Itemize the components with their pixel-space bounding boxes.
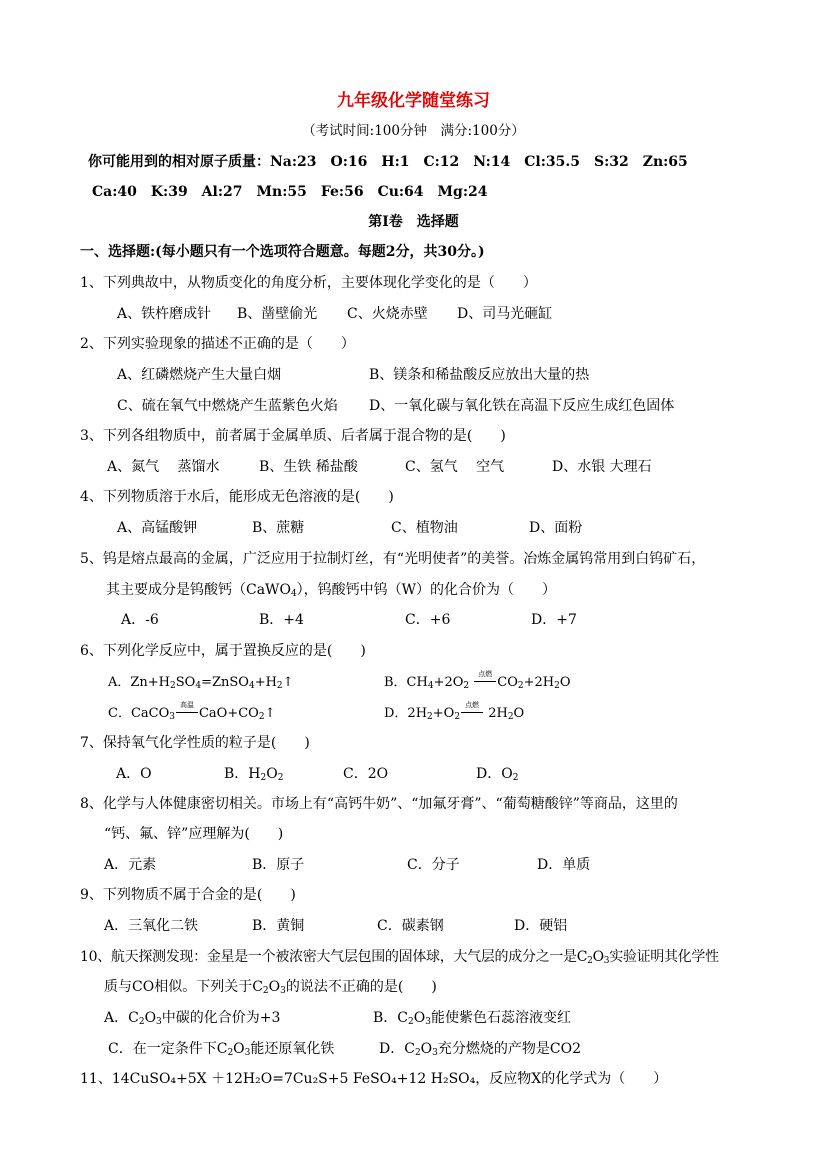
question-1-option-a: A、铁杵磨成针 <box>117 306 212 322</box>
question-10-option-a: A．$C_2O_3$中碳的化合价为+3 <box>104 1010 281 1027</box>
question-2-option-a: A、红磷燃烧产生大量白烟 <box>117 367 282 383</box>
question-9-option-c: C．碳素钢 <box>377 918 444 934</box>
section-title: 第Ⅰ卷 选择题 <box>368 214 459 230</box>
question-9-option-a: A．三氧化二铁 <box>104 918 199 934</box>
question-4-option-a: A、高锰酸钾 <box>117 520 198 536</box>
question-10-stem-line-1: 10、航天探测发现：金星是一个被浓密大气层包围的固体球，大气层的成分之一是$C_2O_3$实验证明其化学性 <box>80 949 719 966</box>
question-8-stem-line-1: 8、化学与人体健康密切相关。市场上有“高钙牛奶”、“加氟牙膏”、“葡萄糖酸锌”等商品，这里的 <box>80 796 678 812</box>
question-6-stem: 6、下列化学反应中，属于置换反应的是( ) <box>80 643 366 659</box>
question-5-stem-line-1: 5、钨是熔点最高的金属，广泛应用于拉制灯丝，有“光明使者”的美誉。冶炼金属钨常用到白钨矿石， <box>80 551 706 567</box>
question-6-option-a: A．$Zn+H_2SO_4=ZnSO_4+H_2↑$ <box>108 675 294 691</box>
question-5-stem-line-2: 其主要成分是钨酸钙（CaWO$_4$），钨酸钙中钨（W）的化合价为（ ） <box>106 582 557 599</box>
question-7-stem: 7、保持氧气化学性质的粒子是( ) <box>80 735 310 751</box>
question-10-option-c: C．在一定条件下$C_2O_3$能还原氧化铁 <box>108 1041 335 1058</box>
question-8-stem-line-2: “钙、氟、锌”应理解为( ) <box>104 826 284 842</box>
question-1-stem: 1、下列典故中，从物质变化的角度分析，主要体现化学变化的是（ ） <box>80 275 537 291</box>
question-8-option-b: B．原子 <box>252 857 305 873</box>
question-5-option-c: C．+6 <box>405 612 451 628</box>
question-7-option-a: A．O <box>116 766 152 782</box>
question-3-stem: 3、下列各组物质中，前者属于金属单质、后者属于混合物的是( ) <box>80 428 506 444</box>
question-9-stem: 9、下列物质不属于合金的是( ) <box>80 887 296 903</box>
question-7-option-d: D．$O_2$ <box>476 766 519 783</box>
question-9-option-b: B．黄铜 <box>252 918 305 934</box>
question-11-stem: 11、14CuSO₄+5X ＋12H₂O=7Cu₂S+5 FeSO₄+12 H₂SO₄，反应物X的化学式为（ ） <box>80 1071 668 1087</box>
question-2-option-b: B、镁条和稀盐酸反应放出大量的热 <box>369 367 590 383</box>
exam-info: （考试时间:100分钟 满分:100分） <box>302 123 525 139</box>
question-1-option-b: B、凿壁偷光 <box>237 306 318 322</box>
question-4-option-d: D、面粉 <box>529 520 583 536</box>
question-6-option-d: D．$2H_2+O_2$ 点燃 $2H_2O$ <box>384 701 525 722</box>
question-6-option-b: B．$CH_4+2O_2$ 点燃 $CO_2+2H_2O$ <box>384 670 571 691</box>
question-4-stem: 4、下列物质溶于水后，能形成无色溶液的是( ) <box>80 489 394 505</box>
question-3-option-d: D、水银 大理石 <box>552 459 652 475</box>
question-5-option-a: A．-6 <box>121 612 159 628</box>
reaction-condition-high-temp: 高温 <box>179 701 194 709</box>
question-1-option-d: D、司马光砸缸 <box>457 306 553 322</box>
atomic-mass-line-1: 你可能用到的相对原子质量：Na:23 O:16 H:1 C:12 N:14 Cl:35.5 S:32 Zn:65 <box>88 154 688 170</box>
question-2-stem: 2、下列实验现象的描述不正确的是（ ） <box>80 336 355 352</box>
question-1-option-c: C、火烧赤壁 <box>347 306 428 322</box>
question-10-stem-line-2: 质与CO相似。下列关于$C_2O_3$的说法不正确的是( ) <box>104 979 437 996</box>
atomic-mass-line-2: Ca:40 K:39 Al:27 Mn:55 Fe:56 Cu:64 Mg:24 <box>92 184 488 200</box>
reaction-condition-ignite-2: 点燃 <box>465 701 480 709</box>
question-7-option-b: B．$H_2O_2$ <box>224 766 284 783</box>
question-8-option-a: A．元素 <box>104 857 157 873</box>
question-2-option-c: C、硫在氧气中燃烧产生蓝紫色火焰 <box>117 398 338 414</box>
reaction-condition-ignite: 点燃 <box>478 670 493 678</box>
part-heading: 一、选择题:(每小题只有一个选项符合题意。每题2分，共30分。) <box>80 244 485 260</box>
question-2-option-d: D、一氧化碳与氧化铁在高温下反应生成红色固体 <box>369 398 675 414</box>
question-8-option-c: C．分子 <box>407 857 460 873</box>
question-7-option-c: C．2O <box>343 766 389 782</box>
question-5-option-d: D．+7 <box>531 612 577 628</box>
question-8-option-d: D．单质 <box>537 857 591 873</box>
question-4-option-b: B、蔗糖 <box>252 520 305 536</box>
question-6-option-c: C．CaCO$_3$ 高温 $CaO+CO_2↑$ <box>108 701 276 722</box>
question-3-option-c: C、氢气 空气 <box>405 459 505 475</box>
question-3-option-a: A、氮气 蒸馏水 <box>107 459 220 475</box>
question-10-option-b: B．$C_2O_3$能使紫色石蕊溶液变红 <box>373 1010 571 1027</box>
page-title: 九年级化学随堂练习 <box>337 91 490 111</box>
question-5-option-b: B．+4 <box>259 612 304 628</box>
question-4-option-c: C、植物油 <box>391 520 458 536</box>
question-10-option-d: D．$C_2O_3$充分燃烧的产物是CO2 <box>379 1041 581 1058</box>
question-9-option-d: D．硬铝 <box>514 918 568 934</box>
question-3-option-b: B、生铁 稀盐酸 <box>259 459 358 475</box>
